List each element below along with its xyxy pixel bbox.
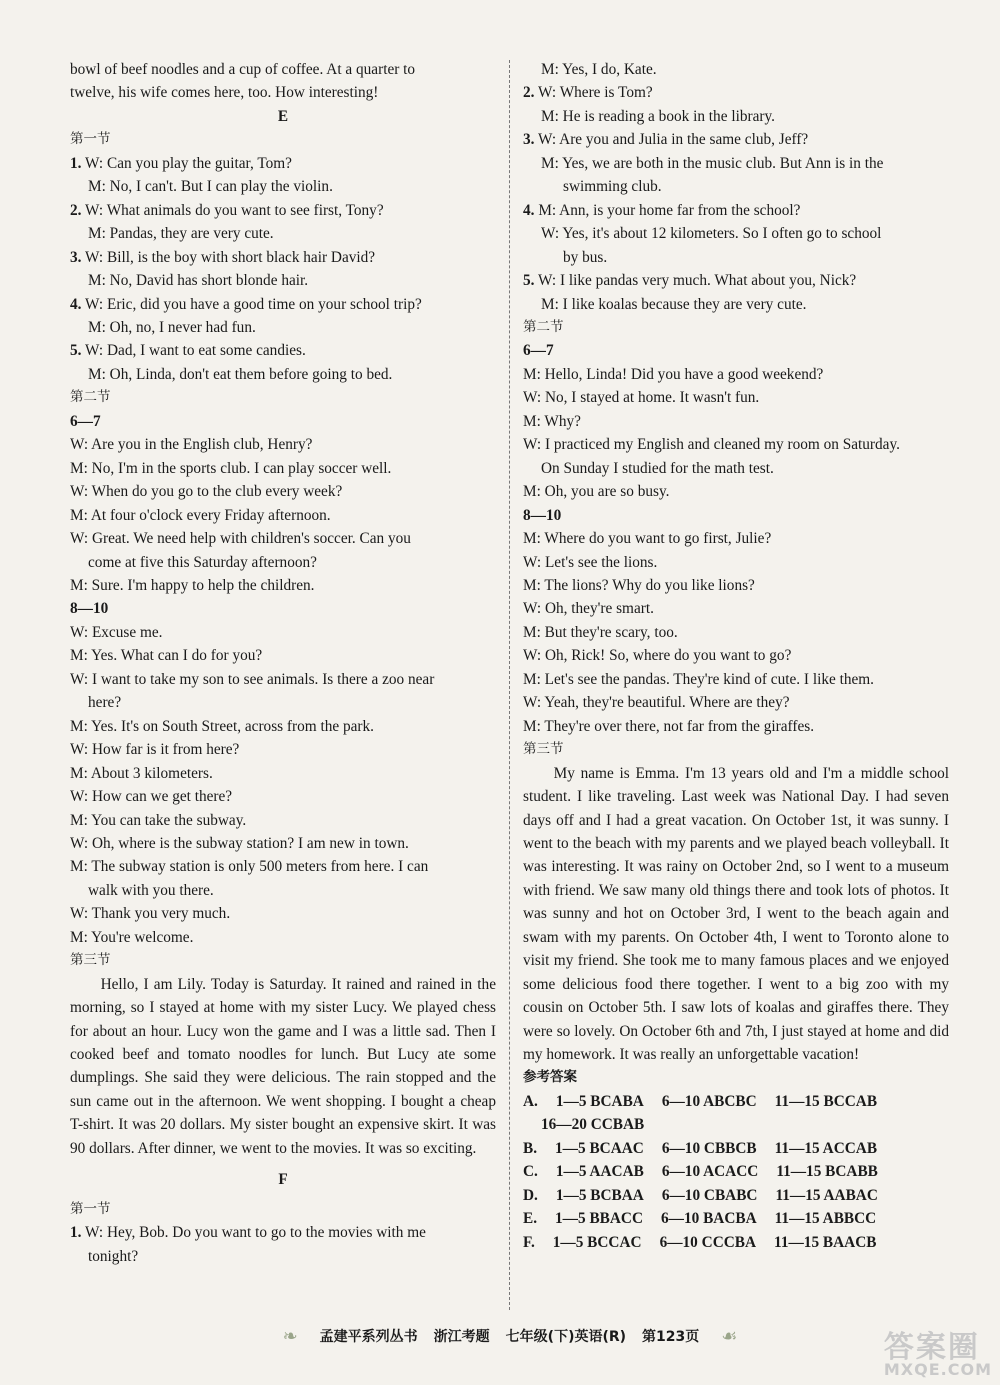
dialogue-line: 3. W: Are you and Julia in the same club, Jeff? (523, 131, 809, 149)
dialogue-line: M: Yes, we are both in the music club. But Ann is in the (541, 154, 884, 172)
dialogue-line: M: Pandas, they are very cute. (88, 225, 274, 243)
dialogue-line: walk with you there. (88, 881, 214, 899)
dialogue-line: 4. M: Ann, is your home far from the school? (523, 201, 801, 219)
continued-paragraph (70, 58, 496, 105)
group-heading: 8—10 (70, 600, 109, 618)
dialogue-line: M: At four o'clock every Friday afternoon. (70, 506, 331, 524)
answer-row: D. 1—5 BCBAA 6—10 CBABC 11—15 AABAC (523, 1186, 878, 1204)
answer-row: F. 1—5 BCCAC 6—10 CCCBA 11—15 BAACB (523, 1233, 877, 1251)
passage-text: My name is Emma. I'm 13 years old and I'm a middle school student. I like traveling. Last week was National Day. I had seven days off and I had a great vacation. On October 1st, it was sunny. I went to the beach with my parents and we played beach volleyball. It was interesting. It was rainy on October 2nd, so I went to a museum with friend. We saw many old things there and took lots of photos. It was sunny and hot on October 3rd, I went to the beach again and swam with my parents. On October 4th, I went to Toronto alone to visit my friend. She took me to many famous places and we enjoyed some delicious food there together. I went to a big zoo with my cousin on October 5th. I saw lots of koalas and giraffes there. They were so lovely. On October 6th and 7th, I just stayed at home and did my homework. It was really an unforgettable vacation! (523, 764, 949, 1064)
dialogue-line: here? (88, 694, 122, 712)
f67-dialogue (523, 363, 949, 504)
dialogue-line: M: Oh, no, I never had fun. (88, 318, 256, 336)
dialogue-line: M: Yes. It's on South Street, across from the park. (70, 717, 374, 735)
section-heading-e: E (277, 107, 289, 125)
f-part1-dialogues (523, 58, 949, 316)
watermark-logo: 答案圈 MXQE.COM (883, 1330, 992, 1379)
answers-title: 参考答案 (523, 1069, 577, 1086)
part-one-label: 第一节 (70, 1200, 111, 1217)
dialogue-line: 2. W: Where is Tom? (523, 84, 653, 102)
left-column (70, 58, 496, 1268)
passage-emma (523, 762, 949, 1067)
dialogue-line: M: He is reading a book in the library. (541, 107, 775, 125)
part-two-label: 第二节 (70, 389, 111, 406)
dialogue-line: W: Yes, it's about 12 kilometers. So I often go to school (541, 225, 882, 243)
dialogue-line: W: Oh, they're smart. (523, 600, 654, 618)
dialogue-line: M: No, I'm in the sports club. I can play soccer well. (70, 459, 392, 477)
group-heading: 6—7 (70, 412, 101, 430)
dialogue-line: M: They're over there, not far from the giraffes. (523, 717, 815, 735)
dialogue-line: W: Oh, Rick! So, where do you want to go? (523, 647, 792, 665)
dialogue-line: M: Hello, Linda! Did you have a good weekend? (523, 365, 824, 383)
passage-lily (70, 973, 496, 1161)
dialogue-line: M: I like koalas because they are very cute. (541, 295, 807, 313)
passage-text: Hello, I am Lily. Today is Saturday. It rained and rained in the morning, so I stayed at home with my sister Lucy. We played chess for about an hour. Lucy won the game and I was a little sad. Then I cooked beef and tomato noodles for lunch. But Lucy ate some dumplings. She said they were delicious. The rain stopped and the sun came out in the afternoon. We went shopping. I bought a cheap T-shirt. It was 20 dollars. My sister bought an expensive skirt. It was 90 dollars. After dinner, we went to the movies. It was so exciting. (70, 975, 496, 1157)
dialogue-line: M: Where do you want to go first, Julie? (523, 530, 772, 548)
dialogue-line: M: You can take the subway. (70, 811, 247, 829)
e-part1-dialogues (70, 152, 496, 387)
dialogue-line: M: No, David has short blonde hair. (88, 272, 309, 290)
column-divider (509, 60, 510, 1310)
leaf-ornament-icon: ❧ (282, 1325, 298, 1347)
answer-row: E. 1—5 BBACC 6—10 BACBA 11—15 ABBCC (523, 1210, 877, 1228)
dialogue-line: M: But they're scary, too. (523, 623, 678, 641)
dialogue-line: W: Oh, where is the subway station? I am new in town. (70, 834, 409, 852)
part-three-label: 第三节 (70, 952, 111, 969)
dialogue-line: tonight? (88, 1247, 139, 1265)
dialogue-line: W: Thank you very much. (70, 905, 231, 923)
dialogue-line: W: Are you in the English club, Henry? (70, 436, 313, 454)
dialogue-line: W: No, I stayed at home. It wasn't fun. (523, 389, 760, 407)
dialogue-line: M: The lions? Why do you like lions? (523, 576, 755, 594)
dialogue-line: 1. W: Can you play the guitar, Tom? (70, 154, 292, 172)
dialogue-line: W: Great. We need help with children's soccer. Can you (70, 530, 411, 548)
dialogue-line: M: Oh, you are so busy. (523, 483, 670, 501)
answer-row: A. 1—5 BCABA 6—10 ABCBC 11—15 BCCAB (523, 1092, 878, 1110)
text-line: bowl of beef noodles and a cup of coffee. At a quarter to (70, 61, 416, 78)
part-three-label: 第三节 (523, 741, 564, 758)
dialogue-line: M: You're welcome. (70, 928, 194, 946)
e810-dialogue (70, 621, 496, 949)
page-footer (210, 1320, 810, 1352)
part-two-label: 第二节 (523, 318, 564, 335)
dialogue-line: 5. W: I like pandas very much. What about you, Nick? (523, 272, 857, 290)
book-subject: 浙江考题 (433, 1329, 490, 1345)
dialogue-line: W: Let's see the lions. (523, 553, 658, 571)
dialogue-line: 4. W: Eric, did you have a good time on your school trip? (70, 295, 422, 313)
dialogue-line: 1. W: Hey, Bob. Do you want to go to the movies with me (70, 1224, 426, 1242)
dialogue-line: 5. W: Dad, I want to eat some candies. (70, 342, 306, 360)
dialogue-line: M: No, I can't. But I can play the violin. (88, 178, 333, 196)
dialogue-line: M: Sure. I'm happy to help the children. (70, 576, 315, 594)
answer-row: 16—20 CCBAB (541, 1116, 645, 1134)
f810-dialogue (523, 527, 949, 738)
dialogue-line: M: About 3 kilometers. (70, 764, 213, 782)
dialogue-line: W: When do you go to the club every week? (70, 483, 343, 501)
answer-row: B. 1—5 BCAAC 6—10 CBBCB 11—15 ACCAB (523, 1139, 878, 1157)
dialogue-line: 3. W: Bill, is the boy with short black hair David? (70, 248, 376, 266)
dialogue-line: M: Oh, Linda, don't eat them before going to bed. (88, 365, 393, 383)
dialogue-line: 2. W: What animals do you want to see first, Tony? (70, 201, 384, 219)
answer-row: C. 1—5 AACAB 6—10 ACACC 11—15 BCABB (523, 1163, 878, 1181)
dialogue-line: W: How can we get there? (70, 788, 233, 806)
right-column (523, 58, 949, 1254)
dialogue-line: On Sunday I studied for the math test. (541, 459, 774, 477)
series-name: 孟建平系列丛书 (319, 1329, 418, 1345)
dialogue-line: M: Yes. What can I do for you? (70, 647, 263, 665)
dialogue-line: W: Excuse me. (70, 623, 163, 641)
leaf-ornament-icon: ☙ (721, 1325, 738, 1347)
group-heading: 6—7 (523, 342, 554, 360)
dialogue-line: M: Why? (523, 412, 581, 430)
e67-dialogue (70, 433, 496, 597)
group-heading: 8—10 (523, 506, 562, 524)
dialogue-line: M: The subway station is only 500 meters from here. I can (70, 858, 429, 876)
dialogue-line: W: How far is it from here? (70, 741, 240, 759)
answer-key (523, 1090, 949, 1254)
grade-label: 七年级(下)英语(R) (505, 1329, 627, 1345)
dialogue-line: W: I want to take my son to see animals. Is there a zoo near (70, 670, 435, 688)
dialogue-line: M: Let's see the pandas. They're kind of cute. I like them. (523, 670, 875, 688)
text-line: twelve, his wife comes here, too. How interesting! (70, 84, 379, 102)
dialogue-line: W: Yeah, they're beautiful. Where are they? (523, 694, 790, 712)
part-one-label: 第一节 (70, 131, 111, 148)
dialogue-line: M: Yes, I do, Kate. (541, 61, 657, 78)
page-number: 第123页 (642, 1329, 700, 1345)
dialogue-line: swimming club. (563, 178, 662, 196)
dialogue-line: W: I practiced my English and cleaned my room on Saturday. (523, 436, 900, 454)
dialogue-line: come at five this Saturday afternoon? (88, 553, 317, 571)
section-heading-f: F (278, 1171, 288, 1189)
dialogue-line: by bus. (563, 248, 608, 266)
